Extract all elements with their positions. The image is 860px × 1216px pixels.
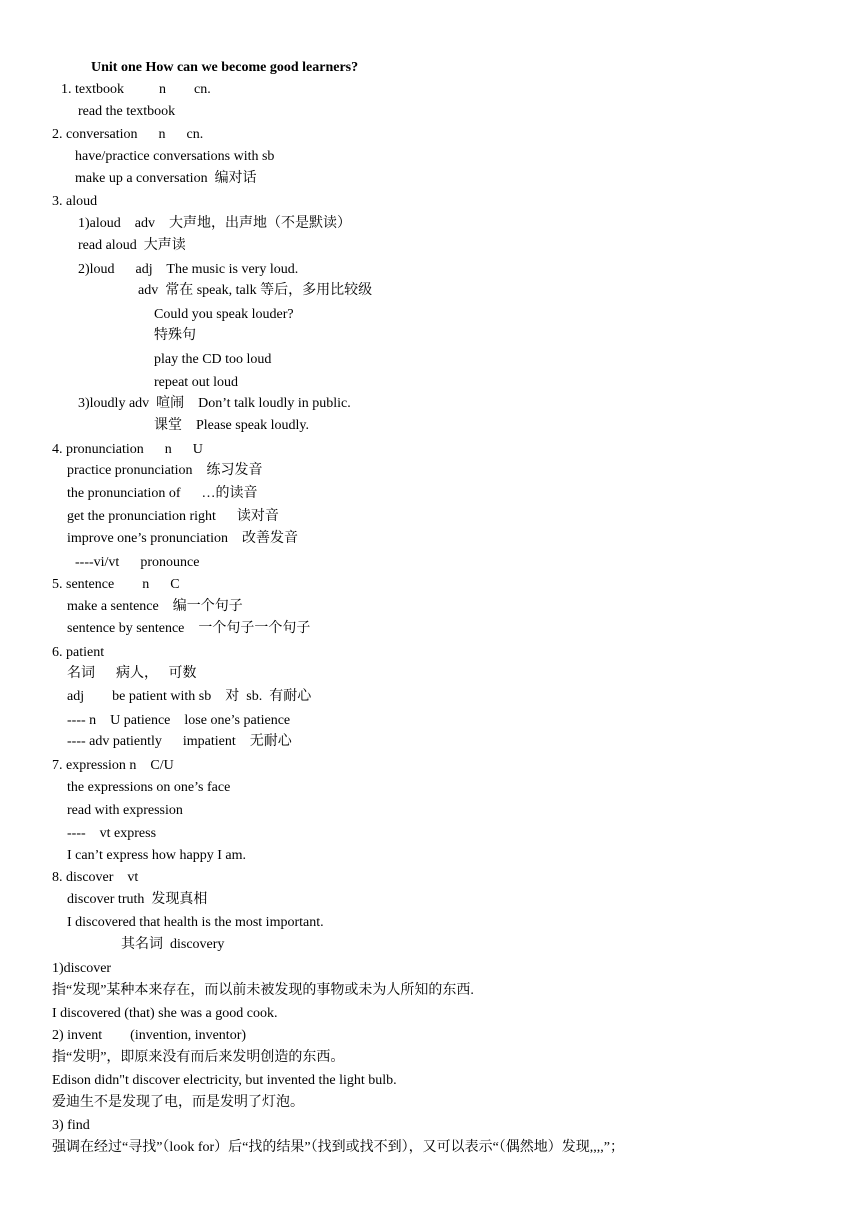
entry-line: 1)aloud adv 大声地，出声地（不是默读） bbox=[78, 216, 351, 231]
entry-line: 2) invent (invention, inventor) bbox=[52, 1028, 247, 1043]
entry-line: 强调在经过“寻找”（look for）后“找的结果”（找到或找不到），又可以表示“（偶然地）发现,,,,”； bbox=[52, 1140, 624, 1155]
entry-line: repeat out loud bbox=[154, 375, 238, 390]
entry-line: 指“发现”某种本来存在，而以前未被发现的事物或未为人所知的东西. bbox=[52, 983, 474, 998]
entry-line: discover truth 发现真相 bbox=[67, 892, 208, 907]
entry-line: I can’t express how happy I am. bbox=[67, 848, 246, 863]
entry-line: 其名词 discovery bbox=[121, 937, 225, 952]
document-title: Unit one How can we become good learners? bbox=[91, 60, 359, 75]
entry-line: the expressions on one’s face bbox=[67, 780, 231, 795]
entry-line: 8. discover vt bbox=[52, 870, 139, 885]
entry-line: 7. expression n C/U bbox=[52, 758, 174, 773]
entry-line: the pronunciation of …的读音 bbox=[67, 486, 258, 501]
entry-line: read with expression bbox=[67, 803, 183, 818]
entry-line: 2)loud adj The music is very loud. bbox=[78, 262, 299, 277]
entry-line: 6. patient bbox=[52, 645, 105, 660]
entry-line: adj be patient with sb 对 sb. 有耐心 bbox=[67, 689, 312, 704]
entry-line: adv 常在 speak, talk 等后，多用比较级 bbox=[138, 283, 373, 298]
entry-line: 3)loudly adv 喧闹 Don’t talk loudly in public. bbox=[78, 396, 351, 411]
entry-line: make a sentence 编一个句子 bbox=[67, 599, 243, 614]
entry-line: ---- adv patiently impatient 无耐心 bbox=[67, 734, 292, 749]
entry-line: Edison didn"t discover electricity, but invented the light bulb. bbox=[52, 1073, 397, 1088]
entry-line: practice pronunciation 练习发音 bbox=[67, 463, 263, 478]
entry-line: I discovered (that) she was a good cook. bbox=[52, 1006, 278, 1021]
entry-line: 4. pronunciation n U bbox=[52, 442, 203, 457]
entry-line: 1)discover bbox=[52, 961, 112, 976]
entry-line: 课堂 Please speak loudly. bbox=[154, 418, 310, 433]
entry-line: ---- vt express bbox=[67, 826, 157, 841]
entry-line: 5. sentence n C bbox=[52, 577, 180, 592]
entry-line: read aloud 大声读 bbox=[78, 238, 186, 253]
entry-line: read the textbook bbox=[78, 104, 176, 119]
entry-line: 2. conversation n cn. bbox=[52, 127, 204, 142]
entry-line: 3) find bbox=[52, 1118, 90, 1133]
entry-line: 指“发明”，即原来没有而后来发明创造的东西。 bbox=[52, 1050, 345, 1065]
entry-line: ----vi/vt pronounce bbox=[75, 555, 200, 570]
entry-line: 名词 病人， 可数 bbox=[67, 666, 197, 681]
entry-line: 爱迪生不是发现了电，而是发明了灯泡。 bbox=[52, 1095, 304, 1110]
entry-line: play the CD too loud bbox=[154, 352, 272, 367]
entry-line: have/practice conversations with sb bbox=[75, 149, 275, 164]
entry-line: 3. aloud bbox=[52, 194, 98, 209]
entry-line: ---- n U patience lose one’s patience bbox=[67, 713, 291, 728]
entry-line: Could you speak louder? bbox=[154, 307, 294, 322]
entry-line: get the pronunciation right 读对音 bbox=[67, 509, 279, 524]
entry-line: improve one’s pronunciation 改善发音 bbox=[67, 531, 298, 546]
entry-line: 特殊句 bbox=[154, 328, 196, 343]
entry-line: 1. textbook n cn. bbox=[61, 82, 211, 97]
entry-line: sentence by sentence 一个句子一个句子 bbox=[67, 621, 311, 636]
entry-line: I discovered that health is the most important. bbox=[67, 915, 324, 930]
entry-line: make up a conversation 编对话 bbox=[75, 171, 257, 186]
